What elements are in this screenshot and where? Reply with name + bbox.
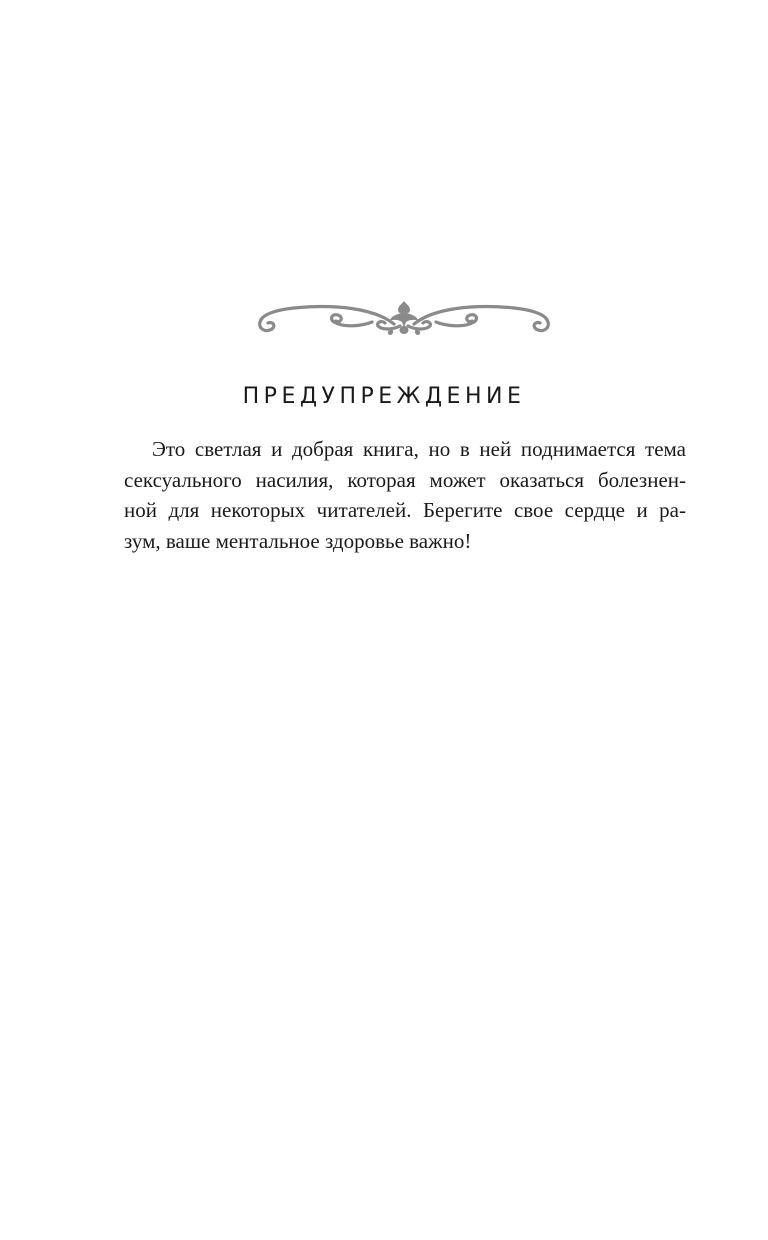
- paragraph-line: Это светлая и добрая книга, но в ней поднимается тема: [152, 437, 686, 461]
- paragraph-line: сексуального насилия, которая может оказаться болезнен-: [124, 467, 686, 492]
- paragraph-line: ной для некоторых читателей. Берегите свое сердце и ра-: [124, 498, 686, 522]
- paragraph-line: зум, ваше ментальное здоровье важно!: [124, 528, 472, 553]
- flourish-divider-icon: [254, 298, 554, 338]
- page-title: ПРЕДУПРЕЖДЕНИЕ: [242, 384, 526, 409]
- warning-paragraph: [124, 434, 686, 556]
